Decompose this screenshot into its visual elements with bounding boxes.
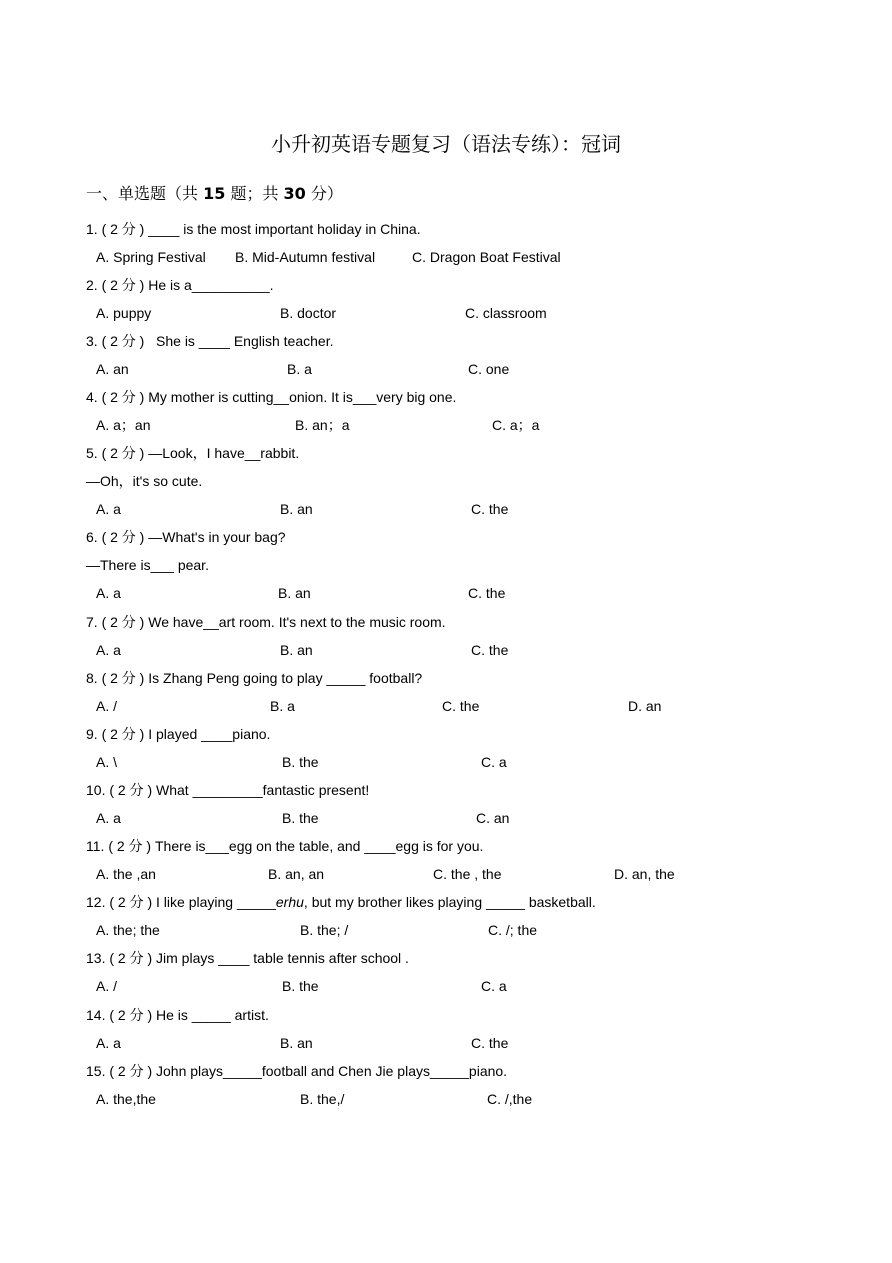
option-a[interactable]: A. a；an — [96, 417, 151, 433]
section-prefix: 一、单选题（共 — [86, 184, 204, 203]
question-15: 15. ( 2 分 ) John plays_____football and Chen Jie plays_____piano. — [86, 1063, 508, 1079]
options-8 — [0, 696, 892, 716]
option-b[interactable]: B. the,/ — [300, 1091, 345, 1107]
section-count: 15 — [203, 184, 226, 203]
option-b[interactable]: B. an, an — [268, 866, 325, 882]
option-c[interactable]: C. a；a — [492, 417, 540, 433]
option-c[interactable]: C. Dragon Boat Festival — [412, 249, 561, 265]
option-a[interactable]: A. a — [96, 501, 121, 517]
option-b[interactable]: B. an — [278, 585, 311, 601]
options-4 — [0, 415, 892, 435]
question-5: 5. ( 2 分 ) —Look，I have__rabbit. — [86, 445, 300, 461]
option-c[interactable]: C. classroom — [465, 305, 547, 321]
section-mid: 题；共 — [225, 184, 284, 203]
options-5 — [0, 499, 892, 519]
page-title: 小升初英语专题复习（语法专练）：冠词 — [271, 132, 621, 156]
option-c[interactable]: C. the — [471, 1035, 509, 1051]
options-13 — [0, 976, 892, 996]
option-c[interactable]: C. /,the — [487, 1091, 533, 1107]
question-11: 11. ( 2 分 ) There is___egg on the table, and ____egg is for you. — [86, 838, 484, 854]
option-b[interactable]: B. doctor — [280, 305, 337, 321]
options-2 — [0, 303, 892, 323]
option-c[interactable]: C. the — [471, 501, 509, 517]
option-a[interactable]: A. a — [96, 810, 121, 826]
options-3 — [0, 359, 892, 379]
question-12-part-2: , but my brother likes playing _____ basketball. — [303, 894, 596, 910]
question-9: 9. ( 2 分 ) I played ____piano. — [86, 726, 271, 742]
question-6-line-2: —There is___ pear. — [86, 557, 209, 573]
question-2: 2. ( 2 分 ) He is a__________. — [86, 277, 274, 293]
option-a[interactable]: A. / — [96, 698, 118, 714]
question-13: 13. ( 2 分 ) Jim plays ____ table tennis after school . — [86, 950, 409, 966]
question-3: 3. ( 2 分 ) She is ____ English teacher. — [86, 333, 334, 349]
option-a[interactable]: A. \ — [96, 754, 118, 770]
options-14 — [0, 1033, 892, 1053]
option-a[interactable]: A. an — [96, 361, 129, 377]
option-c[interactable]: C. an — [476, 810, 510, 826]
option-b[interactable]: B. an — [280, 1035, 313, 1051]
option-b[interactable]: B. the — [282, 754, 319, 770]
option-c[interactable]: C. a — [481, 754, 507, 770]
option-d[interactable]: D. an — [628, 698, 662, 714]
option-b[interactable]: B. a — [287, 361, 312, 377]
question-12-italic-word: erhu — [275, 894, 304, 910]
option-b[interactable]: B. an；a — [295, 417, 350, 433]
question-12-part-1: 12. ( 2 分 ) I like playing _____ — [86, 894, 276, 910]
option-a[interactable]: A. the; the — [96, 922, 160, 938]
section-heading — [86, 181, 343, 204]
option-b[interactable]: B. the; / — [300, 922, 349, 938]
question-1: 1. ( 2 分 ) ____ is the most important holiday in China. — [86, 221, 421, 237]
option-c[interactable]: C. the , the — [433, 866, 502, 882]
option-d[interactable]: D. an, the — [614, 866, 675, 882]
option-c[interactable]: C. the — [442, 698, 480, 714]
section-score: 30 — [283, 184, 306, 203]
question-8: 8. ( 2 分 ) Is Zhang Peng going to play _____ football? — [86, 670, 423, 686]
option-a[interactable]: A. a — [96, 642, 121, 658]
options-11 — [0, 864, 892, 884]
option-c[interactable]: C. a — [481, 978, 507, 994]
option-a[interactable]: A. / — [96, 978, 118, 994]
option-c[interactable]: C. /; the — [488, 922, 538, 938]
option-a[interactable]: A. puppy — [96, 305, 152, 321]
options-15 — [0, 1089, 892, 1109]
option-c[interactable]: C. the — [471, 642, 509, 658]
option-a[interactable]: A. the,the — [96, 1091, 156, 1107]
question-12 — [86, 892, 596, 912]
options-6 — [0, 583, 892, 603]
options-10 — [0, 808, 892, 828]
option-a[interactable]: A. a — [96, 1035, 121, 1051]
section-suffix: 分） — [305, 184, 343, 203]
question-14: 14. ( 2 分 ) He is _____ artist. — [86, 1007, 269, 1023]
option-b[interactable]: B. a — [270, 698, 295, 714]
options-9 — [0, 752, 892, 772]
options-7 — [0, 640, 892, 660]
option-b[interactable]: B. an — [280, 501, 313, 517]
option-b[interactable]: B. the — [282, 978, 319, 994]
options-1 — [0, 247, 892, 267]
option-a[interactable]: A. Spring Festival — [96, 249, 206, 265]
option-b[interactable]: B. the — [282, 810, 319, 826]
option-b[interactable]: B. an — [280, 642, 313, 658]
option-c[interactable]: C. the — [468, 585, 506, 601]
question-5-line-2: —Oh，it's so cute. — [86, 473, 203, 489]
option-b[interactable]: B. Mid-Autumn festival — [235, 249, 376, 265]
question-6: 6. ( 2 分 ) —What's in your bag? — [86, 529, 286, 545]
option-a[interactable]: A. a — [96, 585, 121, 601]
question-10: 10. ( 2 分 ) What _________fantastic present! — [86, 782, 370, 798]
options-12 — [0, 920, 892, 940]
question-4: 4. ( 2 分 ) My mother is cutting__onion. It is___very big one. — [86, 389, 457, 405]
option-a[interactable]: A. the ,an — [96, 866, 156, 882]
question-7: 7. ( 2 分 ) We have__art room. It's next to the music room. — [86, 614, 446, 630]
option-c[interactable]: C. one — [468, 361, 510, 377]
